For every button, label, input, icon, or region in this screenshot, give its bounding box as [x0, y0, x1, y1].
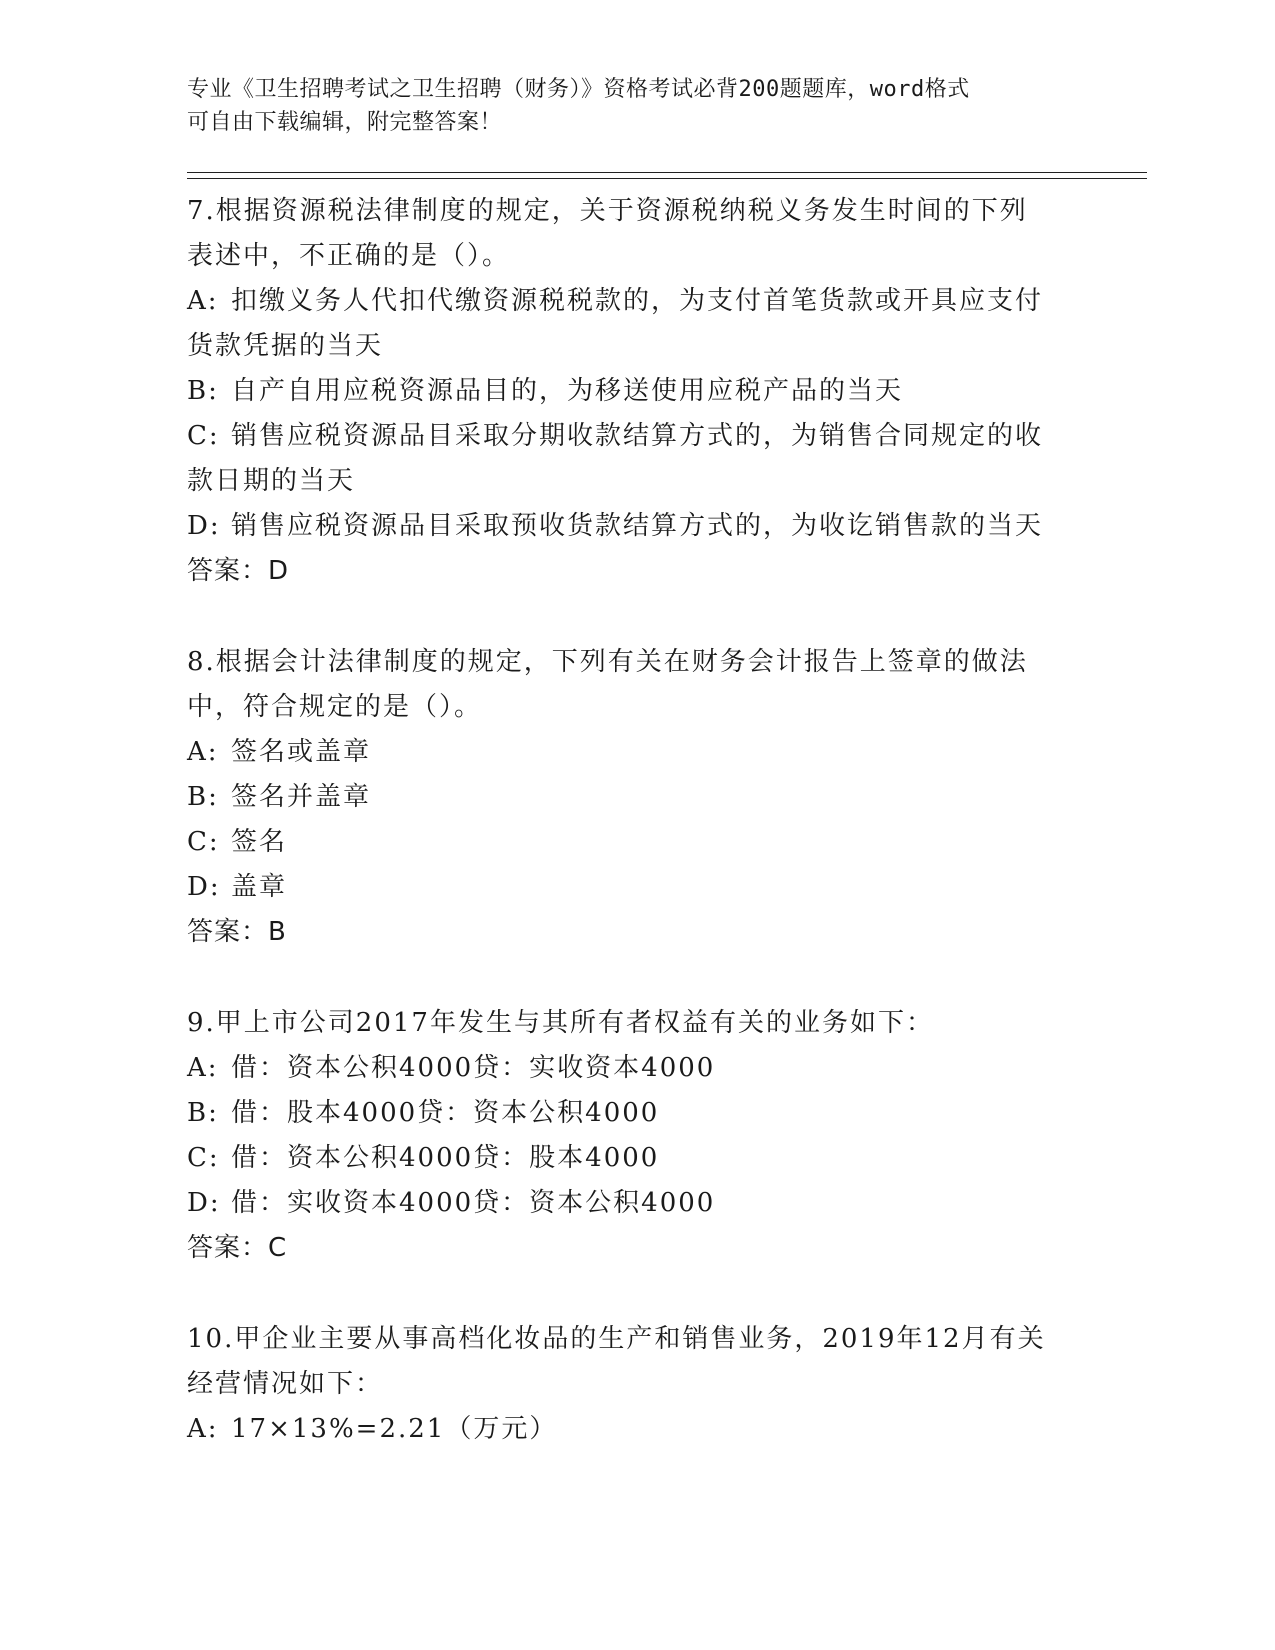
question-text-line: 7.根据资源税法律制度的规定，关于资源税纳税义务发生时间的下列	[187, 196, 1028, 226]
question-text	[187, 1001, 1087, 1046]
option-text: 借：实收资本4000贷：资本公积4000	[231, 1188, 716, 1218]
question-list	[187, 189, 1087, 1498]
option-key: D:	[187, 872, 221, 902]
option-c	[187, 1136, 1087, 1181]
option-key: A:	[187, 286, 219, 316]
question-10	[187, 1317, 1087, 1452]
option-key: A:	[187, 1053, 219, 1083]
option-key: B:	[187, 782, 219, 812]
document-header	[187, 73, 1087, 139]
option-text: 自产自用应税资源品目的，为移送使用应税产品的当天	[231, 376, 904, 406]
option-key: C:	[187, 421, 220, 451]
option-c	[187, 820, 1087, 865]
option-text: 借：股本4000贷：资本公积4000	[231, 1098, 660, 1128]
answer: 答案：C	[187, 1233, 288, 1263]
question-text	[187, 640, 1087, 730]
option-b	[187, 1091, 1087, 1136]
option-text: 款日期的当天	[187, 466, 356, 496]
header-divider-bottom	[187, 178, 1147, 179]
option-a	[187, 730, 1087, 775]
header-divider-top	[187, 172, 1147, 173]
option-text: 签名或盖章	[231, 737, 372, 767]
option-key: A:	[187, 737, 219, 767]
option-key: D:	[187, 1188, 221, 1218]
option-key: C:	[187, 1143, 220, 1173]
question-text-line: 中，符合规定的是（）。	[187, 692, 483, 722]
option-text: 借：资本公积4000贷：实收资本4000	[231, 1053, 716, 1083]
option-text: 扣缴义务人代扣代缴资源税税款的，为支付首笔货款或开具应支付	[231, 286, 1044, 316]
question-text-line: 8.根据会计法律制度的规定，下列有关在财务会计报告上签章的做法	[187, 647, 1028, 677]
option-key: C:	[187, 827, 220, 857]
question-text-line: 经营情况如下：	[187, 1369, 384, 1399]
question-text-line: 表述中，不正确的是（）。	[187, 241, 511, 271]
option-c	[187, 414, 1087, 504]
option-text: 签名并盖章	[231, 782, 372, 812]
question-text-line: 10.甲企业主要从事高档化妆品的生产和销售业务，2019年12月有关	[187, 1324, 1046, 1354]
option-key: D:	[187, 511, 221, 541]
question-text-line: 9.甲上市公司2017年发生与其所有者权益有关的业务如下：	[187, 1008, 934, 1038]
answer: 答案：D	[187, 556, 290, 586]
option-text: 销售应税资源品目采取预收货款结算方式的，为收讫销售款的当天	[231, 511, 1044, 541]
option-text: 货款凭据的当天	[187, 331, 384, 361]
option-text: 盖章	[231, 872, 288, 902]
option-key: B:	[187, 376, 219, 406]
answer: 答案：B	[187, 917, 287, 947]
option-a	[187, 1407, 1087, 1452]
option-b	[187, 775, 1087, 820]
question-text	[187, 189, 1087, 279]
option-d	[187, 504, 1087, 549]
option-b	[187, 369, 1087, 414]
option-text: 17×13%=2.21（万元）	[231, 1414, 558, 1444]
question-8	[187, 640, 1087, 955]
question-7	[187, 189, 1087, 594]
header-line-1: 专业《卫生招聘考试之卫生招聘（财务）》资格考试必背200题题库，word格式	[187, 77, 970, 102]
option-d	[187, 1181, 1087, 1226]
option-key: B:	[187, 1098, 219, 1128]
option-text: 借：资本公积4000贷：股本4000	[231, 1143, 660, 1173]
option-text: 签名	[231, 827, 288, 857]
option-a	[187, 1046, 1087, 1091]
option-key: A:	[187, 1414, 219, 1444]
question-text	[187, 1317, 1087, 1407]
header-line-2: 可自由下载编辑，附完整答案！	[187, 110, 503, 135]
option-text: 销售应税资源品目采取分期收款结算方式的，为销售合同规定的收	[231, 421, 1044, 451]
option-d	[187, 865, 1087, 910]
question-9	[187, 1001, 1087, 1271]
option-a	[187, 279, 1087, 369]
